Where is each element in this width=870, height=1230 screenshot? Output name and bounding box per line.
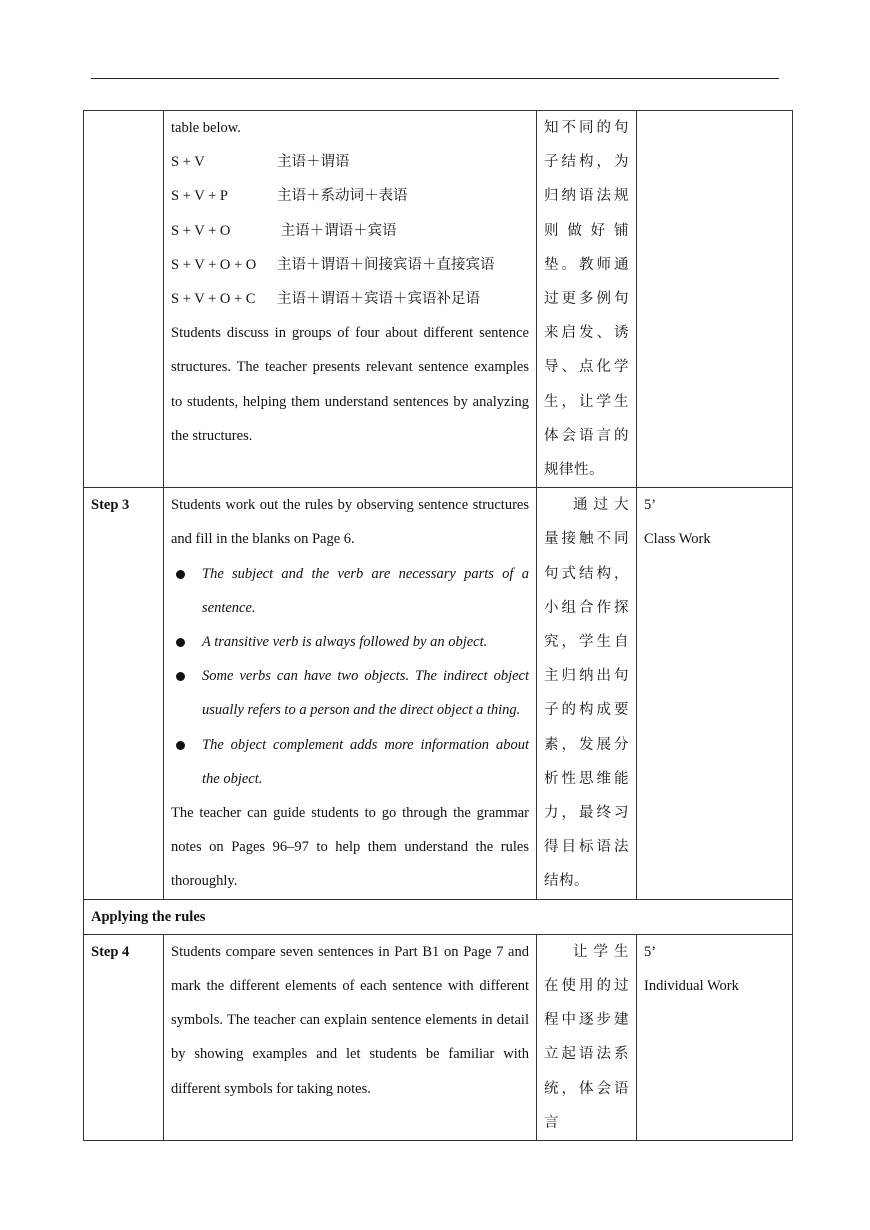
activity-cell — [164, 488, 537, 899]
page-header-rule — [91, 78, 779, 79]
bullet-icon — [176, 570, 185, 579]
structure-meaning: 主语＋谓语＋宾语 — [277, 222, 397, 239]
structure-code: S + V + O — [171, 222, 231, 239]
rule-text: The object complement adds more information about the object. — [202, 736, 529, 787]
structure-row — [171, 214, 529, 248]
rule-text: A transitive verb is always followed by an object. — [202, 634, 488, 651]
structure-row — [171, 248, 529, 282]
activity-intro: Students work out the rules by observing sentence structures and fill in the blanks on Page 6. — [171, 497, 529, 548]
rule-text: Some verbs can have two objects. The indirect object usually refers to a person and the direct object a thing. — [202, 668, 529, 719]
rule-item — [171, 557, 529, 625]
step-label: Step 3 — [84, 488, 164, 899]
time-mode-cell — [637, 488, 793, 899]
structure-meaning: 主语＋系动词＋表语 — [277, 188, 408, 205]
rules-list — [171, 557, 529, 796]
rule-item — [171, 625, 529, 659]
rule-item — [171, 659, 529, 727]
activity-paragraph: Students discuss in groups of four about different sentence structures. The teacher presents relevant sentence examples to students, helping them understand sentences by analyzing the structures. — [171, 325, 529, 444]
structure-row — [171, 179, 529, 213]
section-title: Applying the rules — [84, 899, 793, 934]
bullet-icon — [176, 638, 185, 647]
table-row-section — [84, 899, 793, 934]
activity-outro: The teacher can guide students to go through the grammar notes on Pages 96–97 to help them understand the rules thoroughly. — [171, 805, 529, 890]
structure-code: S + V + O + O — [171, 256, 257, 273]
step-cell-empty — [84, 111, 164, 488]
activity-intro: table below. — [171, 120, 241, 136]
structure-code: S + V + O + C — [171, 291, 256, 308]
bullet-icon — [176, 672, 185, 681]
structure-meaning: 主语＋谓语＋间接宾语＋直接宾语 — [277, 256, 495, 273]
time-mode-cell — [637, 934, 793, 1140]
rule-text: The subject and the verb are necessary parts of a sentence. — [202, 565, 529, 616]
structure-code: S + V + P — [171, 188, 228, 205]
table-row-continued — [84, 111, 793, 488]
structure-meaning: 主语＋谓语 — [277, 154, 350, 171]
bullet-icon — [176, 741, 185, 750]
time-mode-cell-empty — [637, 111, 793, 488]
structure-row — [171, 145, 529, 179]
structure-row — [171, 282, 529, 316]
work-mode: Individual Work — [644, 978, 739, 995]
table-row-step-3 — [84, 488, 793, 899]
structure-code: S + V — [171, 154, 205, 171]
purpose-cell: 知不同的句子结构，为归纳语法规则做好铺垫。教师通过更多例句来启发、诱导、点化学生，让学生体会语言的规律性。 — [537, 111, 637, 488]
purpose-cell: 让学生在使用的过程中逐步建立起语法系统，体会语言 — [537, 934, 637, 1140]
time-value: 5’ — [644, 943, 657, 960]
table-row-step-4 — [84, 934, 793, 1140]
activity-cell — [164, 111, 537, 488]
activity-cell: Students compare seven sentences in Part B1 on Page 7 and mark the different elements of each sentence with different symbols. The teacher can explain sentence elements in detail by showing examples and let students be familiar with different symbols for taking notes. — [164, 934, 537, 1140]
structure-meaning: 主语＋谓语＋宾语＋宾语补足语 — [277, 291, 480, 308]
purpose-cell: 通过大量接触不同句式结构，小组合作探究，学生自主归纳出句子的构成要素，发展分析性思维能力，最终习得目标语法结构。 — [537, 488, 637, 899]
work-mode: Class Work — [644, 531, 711, 548]
lesson-plan-table — [83, 110, 793, 1141]
time-value: 5’ — [644, 497, 657, 514]
rule-item — [171, 728, 529, 796]
step-label: Step 4 — [84, 934, 164, 1140]
